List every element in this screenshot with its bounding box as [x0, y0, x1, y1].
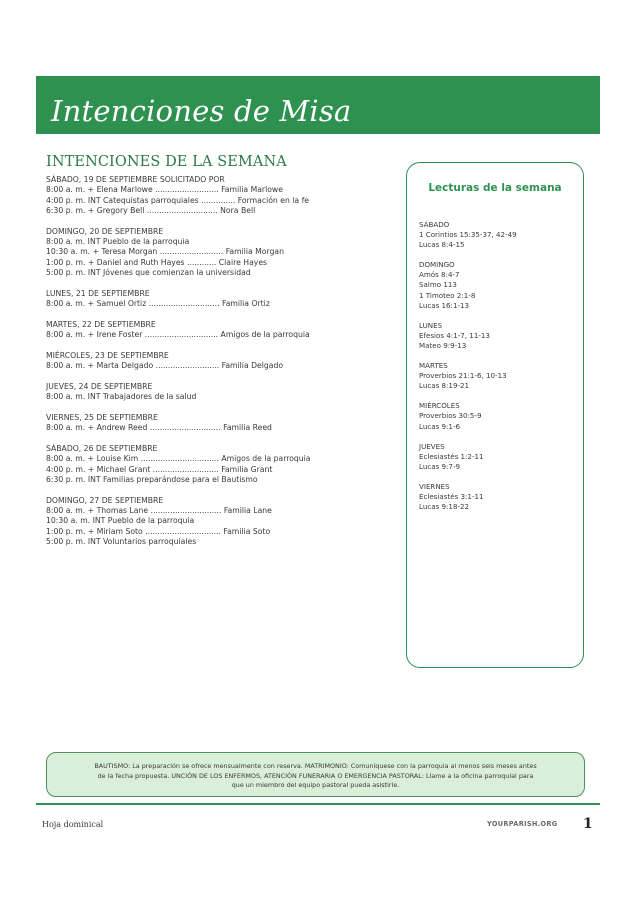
intention-line: 6:30 p. m. + Gregory Bell ............................. Nora Bell: [46, 205, 256, 215]
reading-day: [419, 361, 579, 391]
reading-day: [419, 401, 579, 431]
reading-day-label: MARTES: [419, 361, 448, 371]
intention-line: 8:00 a. m. + Elena Marlowe .......................... Familia Marlowe: [46, 185, 283, 195]
day-heading: MIÉRCOLES, 23 DE SEPTIEMBRE: [46, 350, 169, 360]
intention-day: [46, 227, 396, 278]
reading-day-label: JUEVES: [419, 441, 445, 451]
reading-day: [419, 482, 579, 512]
footer-url[interactable]: YOURPARISH.ORG: [487, 820, 558, 828]
intention-line: 8:00 a. m. + Andrew Reed ............................. Familia Reed: [46, 423, 272, 433]
intention-line: 8:00 a. m. + Irene Foster .............................. Amigos de la parroquia: [46, 330, 310, 340]
day-heading: SÁBADO, 19 DE SEPTIEMBRE SOLICITADO POR: [46, 175, 225, 184]
reading-citation: Lucas 9:18-22: [419, 502, 470, 512]
intention-line: 4:00 p. m. INT Catequistas parroquiales .............. Formación en la fe: [46, 195, 310, 205]
reading-day-label: LUNES: [419, 320, 443, 330]
day-heading: JUEVES, 24 DE SEPTIEMBRE: [46, 381, 153, 391]
reading-day: [419, 260, 579, 310]
intention-line: 10:30 a. m. + Teresa Morgan .......................... Familia Morgan: [46, 247, 285, 257]
intention-day: [46, 289, 396, 310]
reading-citation: Lucas 16:1-13: [419, 300, 470, 310]
reading-citation: Eclesiastés 1:2-11: [419, 451, 484, 461]
section-heading: INTENCIONES DE LA SEMANA: [46, 154, 287, 170]
intention-line: 8:00 a. m. + Louise Kim ................................ Amigos de la parroquia: [46, 454, 311, 464]
reading-day: [419, 442, 579, 472]
intention-day: [46, 351, 396, 372]
reading-citation: Amós 8:4-7: [419, 270, 460, 280]
intention-line: 8:00 a. m. INT Trabajadores de la salud: [46, 392, 197, 402]
reading-citation: Lucas 8:19-21: [419, 381, 470, 391]
reading-citation: Proverbios 21:1-6, 10-13: [419, 371, 507, 381]
intention-day: [46, 444, 396, 485]
intention-day: [46, 413, 396, 434]
reading-citation: Lucas 9:7-9: [419, 461, 461, 471]
reading-day-label: SÁBADO: [419, 220, 450, 229]
reading-citation: Efesios 4:1-7, 11-13: [419, 330, 490, 340]
notice-text: BAUTISMO: La preparación se ofrece mensualmente con reserva. MATRIMONIO: Comuníquese con la parroquia al menos seis meses antes de la fecha propuesta. UNCIÓN DE LOS ENFERMOS, ATENCIÓN FUNERARIA O EMERGENCIA PASTORAL: Llame a la oficina parroquial para que un miembro del equipo pastoral pueda asistirle.: [94, 762, 537, 790]
reading-day-label: DOMINGO: [419, 260, 455, 270]
intention-day: [46, 496, 396, 547]
intention-line: 4:00 p. m. + Michael Grant ........................... Familia Grant: [46, 464, 273, 474]
intention-line: 1:00 p. m. + Daniel and Ruth Hayes ............ Claire Hayes: [46, 257, 268, 267]
reading-citation: Eclesiastés 3:1-11: [419, 491, 484, 501]
footer-divider: [36, 803, 600, 805]
footer-publication: Hoja dominical: [42, 820, 104, 829]
reading-day: [419, 220, 579, 250]
day-heading: DOMINGO, 27 DE SEPTIEMBRE: [46, 495, 164, 505]
intention-day: [46, 175, 396, 216]
intention-line: 10:30 a. m. INT Pueblo de la parroquia: [46, 516, 195, 526]
reading-day: [419, 321, 579, 351]
intention-day: [46, 320, 396, 341]
reading-day-label: VIERNES: [419, 481, 450, 491]
day-heading: LUNES, 21 DE SEPTIEMBRE: [46, 288, 150, 298]
intention-line: 8:00 a. m. + Marta Delgado .......................... Familia Delgado: [46, 361, 284, 371]
reading-citation: 1 Corintios 15:35-37, 42-49: [419, 230, 517, 240]
reading-citation: Mateo 9:9-13: [419, 340, 467, 350]
day-heading: SÁBADO, 26 DE SEPTIEMBRE: [46, 444, 158, 454]
title-banner: [36, 76, 600, 134]
readings-sidebar: [406, 162, 584, 668]
intention-line: 6:30 p. m. INT Familias preparándose para el Bautismo: [46, 475, 258, 485]
intention-line: 8:00 a. m. + Thomas Lane ............................. Familia Lane: [46, 506, 272, 516]
intention-line: 5:00 p. m. INT Voluntarios parroquiales: [46, 537, 197, 547]
reading-citation: Lucas 8:4-15: [419, 240, 465, 250]
reading-citation: 1 Timoteo 2:1-8: [419, 290, 476, 300]
page-number: 1: [583, 816, 593, 832]
intention-line: 8:00 a. m. + Samuel Ortiz ............................. Familia Ortiz: [46, 298, 270, 308]
reading-day-label: MIÉRCOLES: [419, 401, 460, 411]
intention-line: 8:00 a. m. INT Pueblo de la parroquia: [46, 236, 190, 246]
day-heading: DOMINGO, 20 DE SEPTIEMBRE: [46, 226, 164, 236]
day-heading: VIERNES, 25 DE SEPTIEMBRE: [46, 413, 158, 423]
sacraments-notice: [46, 752, 585, 797]
intention-day: [46, 382, 396, 403]
intention-line: 5:00 p. m. INT Jóvenes que comienzan la universidad: [46, 267, 251, 277]
reading-citation: Lucas 9:1-6: [419, 421, 461, 431]
intention-line: 1:00 p. m. + Miriam Soto ............................... Familia Soto: [46, 526, 271, 536]
intentions-list: [46, 175, 396, 547]
page-title: Intenciones de Misa: [51, 94, 352, 128]
mass-intentions-section: [46, 154, 396, 558]
day-heading: MARTES, 22 DE SEPTIEMBRE: [46, 319, 156, 329]
reading-citation: Salmo 113: [419, 280, 457, 290]
readings-list: [419, 220, 579, 522]
readings-title: Lecturas de la semana: [428, 182, 562, 194]
reading-citation: Proverbios 30:5-9: [419, 411, 482, 421]
